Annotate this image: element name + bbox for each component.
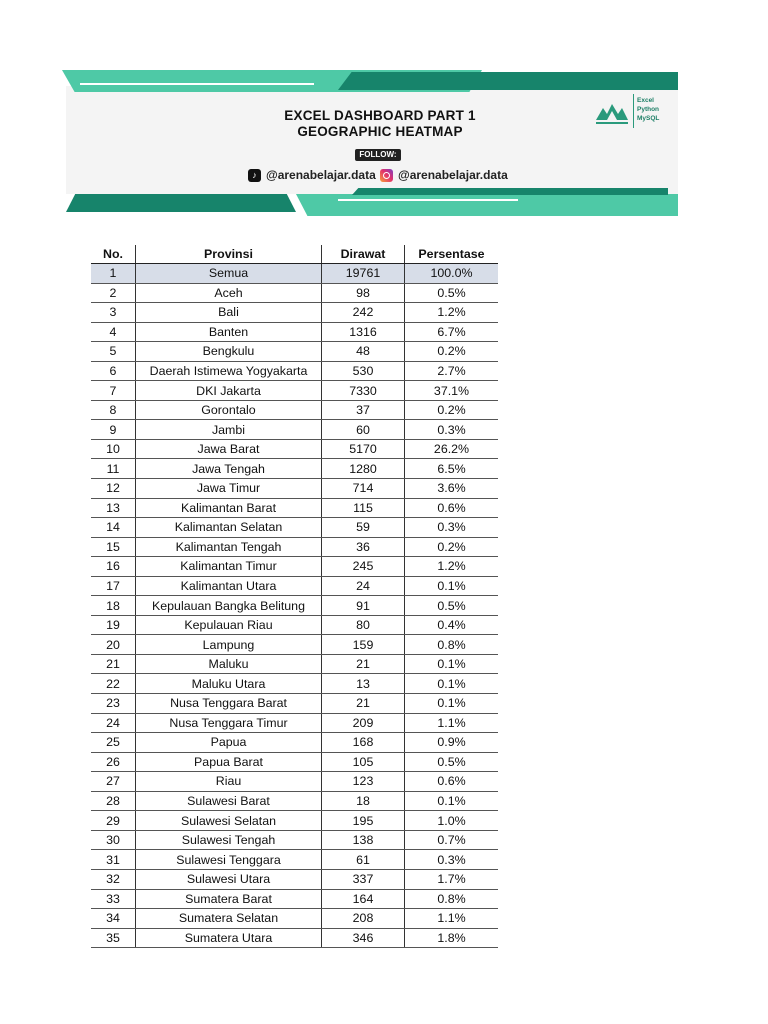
- cell-no: 29: [91, 811, 136, 831]
- cell-dirawat: 164: [322, 889, 405, 909]
- cell-persentase: 0.1%: [405, 694, 499, 714]
- banner-bottom-white-line: [338, 199, 518, 201]
- cell-dirawat: 61: [322, 850, 405, 870]
- cell-persentase: 6.5%: [405, 459, 499, 479]
- cell-provinsi: Lampung: [136, 635, 322, 655]
- cell-persentase: 0.5%: [405, 283, 499, 303]
- header-provinsi: Provinsi: [136, 245, 322, 264]
- cell-dirawat: 530: [322, 361, 405, 381]
- cell-dirawat: 1280: [322, 459, 405, 479]
- cell-dirawat: 91: [322, 596, 405, 616]
- table-header-row: [91, 245, 498, 264]
- cell-no: 12: [91, 479, 136, 499]
- cell-persentase: 0.3%: [405, 518, 499, 538]
- cell-persentase: 0.1%: [405, 674, 499, 694]
- cell-persentase: 0.9%: [405, 733, 499, 753]
- header-persentase: Persentase: [405, 245, 499, 264]
- instagram-handle: @arenabelajar.data: [398, 168, 508, 182]
- header-banner: [62, 70, 678, 216]
- cell-no: 18: [91, 596, 136, 616]
- cell-provinsi: Nusa Tenggara Barat: [136, 694, 322, 714]
- cell-no: 5: [91, 342, 136, 362]
- cell-provinsi: Sumatera Barat: [136, 889, 322, 909]
- header-no: No.: [91, 245, 136, 264]
- banner-title-line2: GEOGRAPHIC HEATMAP: [297, 124, 463, 139]
- cell-provinsi: Bengkulu: [136, 342, 322, 362]
- cell-persentase: 6.7%: [405, 322, 499, 342]
- cell-provinsi: Banten: [136, 322, 322, 342]
- cell-no: 13: [91, 498, 136, 518]
- cell-no: 30: [91, 830, 136, 850]
- table-row: [91, 635, 498, 655]
- cell-dirawat: 24: [322, 576, 405, 596]
- cell-provinsi: Semua: [136, 264, 322, 284]
- cell-no: 19: [91, 615, 136, 635]
- cell-provinsi: Gorontalo: [136, 400, 322, 420]
- cell-provinsi: Kalimantan Barat: [136, 498, 322, 518]
- table-row: [91, 361, 498, 381]
- table-row: [91, 615, 498, 635]
- cell-no: 35: [91, 928, 136, 948]
- table-row: [91, 576, 498, 596]
- cell-dirawat: 48: [322, 342, 405, 362]
- cell-persentase: 0.5%: [405, 596, 499, 616]
- cell-provinsi: Kalimantan Selatan: [136, 518, 322, 538]
- table-row: [91, 400, 498, 420]
- banner-title: [212, 108, 548, 140]
- cell-persentase: 0.8%: [405, 889, 499, 909]
- table-row: [91, 772, 498, 792]
- table-row: [91, 596, 498, 616]
- banner-bottom-light-band: [296, 194, 678, 216]
- table-row: [91, 459, 498, 479]
- cell-no: 16: [91, 557, 136, 577]
- cell-dirawat: 1316: [322, 322, 405, 342]
- cell-dirawat: 208: [322, 909, 405, 929]
- cell-dirawat: 18: [322, 791, 405, 811]
- cell-dirawat: 21: [322, 694, 405, 714]
- cell-provinsi: Maluku Utara: [136, 674, 322, 694]
- cell-no: 25: [91, 733, 136, 753]
- cell-persentase: 3.6%: [405, 479, 499, 499]
- cell-provinsi: Kalimantan Timur: [136, 557, 322, 577]
- cell-provinsi: Sumatera Utara: [136, 928, 322, 948]
- cell-provinsi: Kalimantan Tengah: [136, 537, 322, 557]
- table-row: [91, 518, 498, 538]
- brand-separator: [633, 94, 634, 128]
- cell-dirawat: 21: [322, 654, 405, 674]
- cell-provinsi: Nusa Tenggara Timur: [136, 713, 322, 733]
- cell-dirawat: 98: [322, 283, 405, 303]
- cell-no: 6: [91, 361, 136, 381]
- cell-provinsi: Kepulauan Riau: [136, 615, 322, 635]
- cell-dirawat: 123: [322, 772, 405, 792]
- cell-no: 26: [91, 752, 136, 772]
- table-row: [91, 811, 498, 831]
- cell-no: 33: [91, 889, 136, 909]
- cell-provinsi: Sulawesi Utara: [136, 869, 322, 889]
- cell-dirawat: 242: [322, 303, 405, 323]
- brand-skills: [637, 96, 659, 123]
- cell-provinsi: Sulawesi Tengah: [136, 830, 322, 850]
- cell-dirawat: 346: [322, 928, 405, 948]
- cell-no: 4: [91, 322, 136, 342]
- cell-persentase: 0.1%: [405, 654, 499, 674]
- banner-title-line1: EXCEL DASHBOARD PART 1: [284, 108, 476, 123]
- brand-skill-mysql: MySQL: [637, 115, 660, 122]
- cell-no: 15: [91, 537, 136, 557]
- cell-dirawat: 60: [322, 420, 405, 440]
- cell-persentase: 0.1%: [405, 791, 499, 811]
- cell-persentase: 1.2%: [405, 557, 499, 577]
- cell-persentase: 1.2%: [405, 303, 499, 323]
- table-row: [91, 557, 498, 577]
- cell-dirawat: 80: [322, 615, 405, 635]
- table-row: [91, 791, 498, 811]
- cell-provinsi: Kalimantan Utara: [136, 576, 322, 596]
- cell-provinsi: Maluku: [136, 654, 322, 674]
- cell-persentase: 37.1%: [405, 381, 499, 401]
- cell-provinsi: Daerah Istimewa Yogyakarta: [136, 361, 322, 381]
- cell-provinsi: Riau: [136, 772, 322, 792]
- table-row: [91, 694, 498, 714]
- cell-dirawat: 37: [322, 400, 405, 420]
- cell-provinsi: Jawa Timur: [136, 479, 322, 499]
- cell-persentase: 1.1%: [405, 909, 499, 929]
- cell-provinsi: Sulawesi Selatan: [136, 811, 322, 831]
- table-row: [91, 928, 498, 948]
- table-row: [91, 303, 498, 323]
- follow-label: FOLLOW:: [355, 149, 401, 161]
- province-table: [91, 245, 498, 948]
- cell-dirawat: 7330: [322, 381, 405, 401]
- cell-provinsi: Jawa Tengah: [136, 459, 322, 479]
- cell-dirawat: 105: [322, 752, 405, 772]
- cell-dirawat: 714: [322, 479, 405, 499]
- table-row: [91, 381, 498, 401]
- table-row: [91, 733, 498, 753]
- table-row: [91, 498, 498, 518]
- banner-bottom-dark-band-right: [352, 188, 668, 195]
- cell-no: 7: [91, 381, 136, 401]
- cell-provinsi: Bali: [136, 303, 322, 323]
- cell-provinsi: Jambi: [136, 420, 322, 440]
- cell-no: 14: [91, 518, 136, 538]
- cell-no: 34: [91, 909, 136, 929]
- cell-persentase: 0.4%: [405, 615, 499, 635]
- tiktok-icon: ♪: [248, 169, 261, 182]
- cell-persentase: 0.6%: [405, 772, 499, 792]
- cell-no: 1: [91, 264, 136, 284]
- cell-no: 23: [91, 694, 136, 714]
- cell-persentase: 0.5%: [405, 752, 499, 772]
- cell-persentase: 0.8%: [405, 635, 499, 655]
- cell-provinsi: Sumatera Selatan: [136, 909, 322, 929]
- table-row: [91, 420, 498, 440]
- cell-no: 9: [91, 420, 136, 440]
- tiktok-handle-group[interactable]: [248, 167, 376, 183]
- cell-no: 20: [91, 635, 136, 655]
- brand-skill-python: Python: [637, 106, 660, 113]
- table-row: [91, 869, 498, 889]
- cell-dirawat: 195: [322, 811, 405, 831]
- banner-bottom-dark-band-left: [66, 194, 296, 212]
- cell-dirawat: 5170: [322, 439, 405, 459]
- table-row: [91, 889, 498, 909]
- table-row: [91, 479, 498, 499]
- cell-no: 17: [91, 576, 136, 596]
- cell-no: 21: [91, 654, 136, 674]
- cell-provinsi: Papua: [136, 733, 322, 753]
- table-row: [91, 752, 498, 772]
- cell-dirawat: 59: [322, 518, 405, 538]
- cell-provinsi: DKI Jakarta: [136, 381, 322, 401]
- cell-persentase: 100.0%: [405, 264, 499, 284]
- table-row: [91, 439, 498, 459]
- table-row: [91, 674, 498, 694]
- cell-persentase: 26.2%: [405, 439, 499, 459]
- table-row: [91, 654, 498, 674]
- cell-persentase: 1.8%: [405, 928, 499, 948]
- cell-dirawat: 209: [322, 713, 405, 733]
- table-row: [91, 342, 498, 362]
- cell-no: 27: [91, 772, 136, 792]
- cell-persentase: 1.7%: [405, 869, 499, 889]
- brand-skill-excel: Excel: [637, 97, 654, 104]
- table-row: [91, 283, 498, 303]
- cell-dirawat: 159: [322, 635, 405, 655]
- table-row: [91, 264, 498, 284]
- instagram-handle-group[interactable]: [380, 167, 508, 183]
- cell-provinsi: Jawa Barat: [136, 439, 322, 459]
- cell-persentase: 1.0%: [405, 811, 499, 831]
- table-body: [91, 264, 498, 948]
- table-row: [91, 909, 498, 929]
- cell-dirawat: 245: [322, 557, 405, 577]
- header-dirawat: Dirawat: [322, 245, 405, 264]
- cell-persentase: 0.6%: [405, 498, 499, 518]
- table-row: [91, 537, 498, 557]
- cell-persentase: 0.7%: [405, 830, 499, 850]
- cell-dirawat: 19761: [322, 264, 405, 284]
- cell-provinsi: Sulawesi Barat: [136, 791, 322, 811]
- table-row: [91, 850, 498, 870]
- cell-dirawat: 138: [322, 830, 405, 850]
- cell-dirawat: 115: [322, 498, 405, 518]
- cell-persentase: 0.2%: [405, 400, 499, 420]
- table-row: [91, 713, 498, 733]
- cell-dirawat: 13: [322, 674, 405, 694]
- cell-no: 2: [91, 283, 136, 303]
- cell-persentase: 0.2%: [405, 537, 499, 557]
- cell-no: 22: [91, 674, 136, 694]
- cell-provinsi: Sulawesi Tenggara: [136, 850, 322, 870]
- cell-no: 11: [91, 459, 136, 479]
- banner-top-dark-band: [338, 72, 678, 90]
- arena-belajar-logo-icon: [594, 96, 630, 128]
- cell-provinsi: Papua Barat: [136, 752, 322, 772]
- cell-persentase: 0.3%: [405, 850, 499, 870]
- cell-persentase: 1.1%: [405, 713, 499, 733]
- cell-no: 10: [91, 439, 136, 459]
- table-row: [91, 830, 498, 850]
- instagram-icon: [380, 169, 393, 182]
- cell-persentase: 0.3%: [405, 420, 499, 440]
- cell-persentase: 2.7%: [405, 361, 499, 381]
- banner-top-white-line: [80, 83, 314, 85]
- table-row: [91, 322, 498, 342]
- cell-persentase: 0.1%: [405, 576, 499, 596]
- cell-no: 24: [91, 713, 136, 733]
- cell-dirawat: 36: [322, 537, 405, 557]
- cell-no: 28: [91, 791, 136, 811]
- tiktok-handle: @arenabelajar.data: [266, 168, 376, 182]
- cell-dirawat: 337: [322, 869, 405, 889]
- cell-dirawat: 168: [322, 733, 405, 753]
- cell-provinsi: Aceh: [136, 283, 322, 303]
- cell-no: 32: [91, 869, 136, 889]
- cell-no: 8: [91, 400, 136, 420]
- cell-persentase: 0.2%: [405, 342, 499, 362]
- cell-no: 31: [91, 850, 136, 870]
- cell-no: 3: [91, 303, 136, 323]
- cell-provinsi: Kepulauan Bangka Belitung: [136, 596, 322, 616]
